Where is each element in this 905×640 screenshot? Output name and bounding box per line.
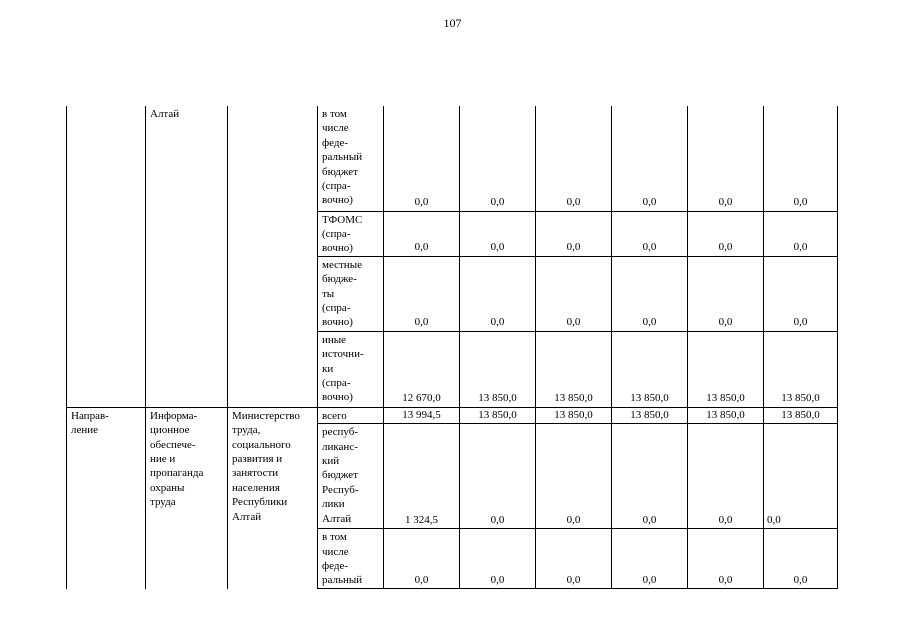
value-cell: 0,0 — [688, 106, 764, 211]
funding-source-label: в том числе феде- ральный — [318, 529, 384, 589]
value-cell: 0,0 — [612, 424, 688, 529]
value-cell: 0,0 — [764, 256, 838, 331]
value-cell: 0,0 — [764, 424, 838, 529]
table-row — [67, 407, 838, 423]
executor-cell: Министерство труда, социального развития и занятости населения Республики Алтай — [228, 407, 318, 588]
value-cell: 13 850,0 — [688, 407, 764, 423]
funding-source-label: иные источни- ки (спра- вочно) — [318, 331, 384, 407]
value-cell: 0,0 — [384, 106, 460, 211]
value-cell: 12 670,0 — [384, 331, 460, 407]
budget-table — [66, 106, 838, 589]
value-cell: 0,0 — [384, 529, 460, 589]
value-cell: 0,0 — [536, 256, 612, 331]
executor-cell-empty — [228, 106, 318, 407]
value-cell: 0,0 — [612, 106, 688, 211]
page-number: 107 — [443, 16, 462, 30]
funding-source-label: ТФОМС (спра- вочно) — [318, 211, 384, 256]
value-cell: 1 324,5 — [384, 424, 460, 529]
value-cell: 0,0 — [764, 106, 838, 211]
value-cell: 0,0 — [536, 106, 612, 211]
value-cell: 0,0 — [688, 529, 764, 589]
value-cell: 13 994,5 — [384, 407, 460, 423]
value-cell: 0,0 — [688, 424, 764, 529]
value-cell: 0,0 — [688, 256, 764, 331]
value-cell: 13 850,0 — [764, 407, 838, 423]
value-cell: 13 850,0 — [536, 407, 612, 423]
value-cell: 0,0 — [384, 211, 460, 256]
value-cell: 0,0 — [384, 256, 460, 331]
funding-source-label: местные бюдже- ты (спра- вочно) — [318, 256, 384, 331]
value-cell: 13 850,0 — [536, 331, 612, 407]
table-row — [67, 106, 838, 211]
value-cell: 13 850,0 — [764, 331, 838, 407]
value-cell: 13 850,0 — [460, 331, 536, 407]
direction-cell: Направ- ление — [67, 407, 146, 588]
event-name-cell: Алтай — [146, 106, 228, 407]
value-cell: 0,0 — [612, 211, 688, 256]
funding-source-label: всего — [318, 407, 384, 423]
event-name-cell: Информа- ционное обеспече- ние и пропаганда охраны труда — [146, 407, 228, 588]
value-cell: 0,0 — [612, 529, 688, 589]
value-cell: 0,0 — [764, 211, 838, 256]
value-cell: 0,0 — [460, 256, 536, 331]
funding-source-label: в том числе феде- ральный бюджет (спра- вочно) — [318, 106, 384, 211]
value-cell: 0,0 — [536, 424, 612, 529]
value-cell: 0,0 — [460, 424, 536, 529]
value-cell: 13 850,0 — [688, 331, 764, 407]
value-cell: 0,0 — [688, 211, 764, 256]
value-cell: 0,0 — [612, 256, 688, 331]
funding-source-label: респуб- ликанс- кий бюджет Респуб- лики Алтай — [318, 424, 384, 529]
value-cell: 0,0 — [460, 211, 536, 256]
direction-cell-empty — [67, 106, 146, 407]
value-cell: 0,0 — [460, 106, 536, 211]
value-cell: 0,0 — [536, 211, 612, 256]
value-cell: 0,0 — [460, 529, 536, 589]
value-cell: 13 850,0 — [612, 331, 688, 407]
value-cell: 13 850,0 — [460, 407, 536, 423]
value-cell: 13 850,0 — [612, 407, 688, 423]
value-cell: 0,0 — [536, 529, 612, 589]
value-cell: 0,0 — [764, 529, 838, 589]
